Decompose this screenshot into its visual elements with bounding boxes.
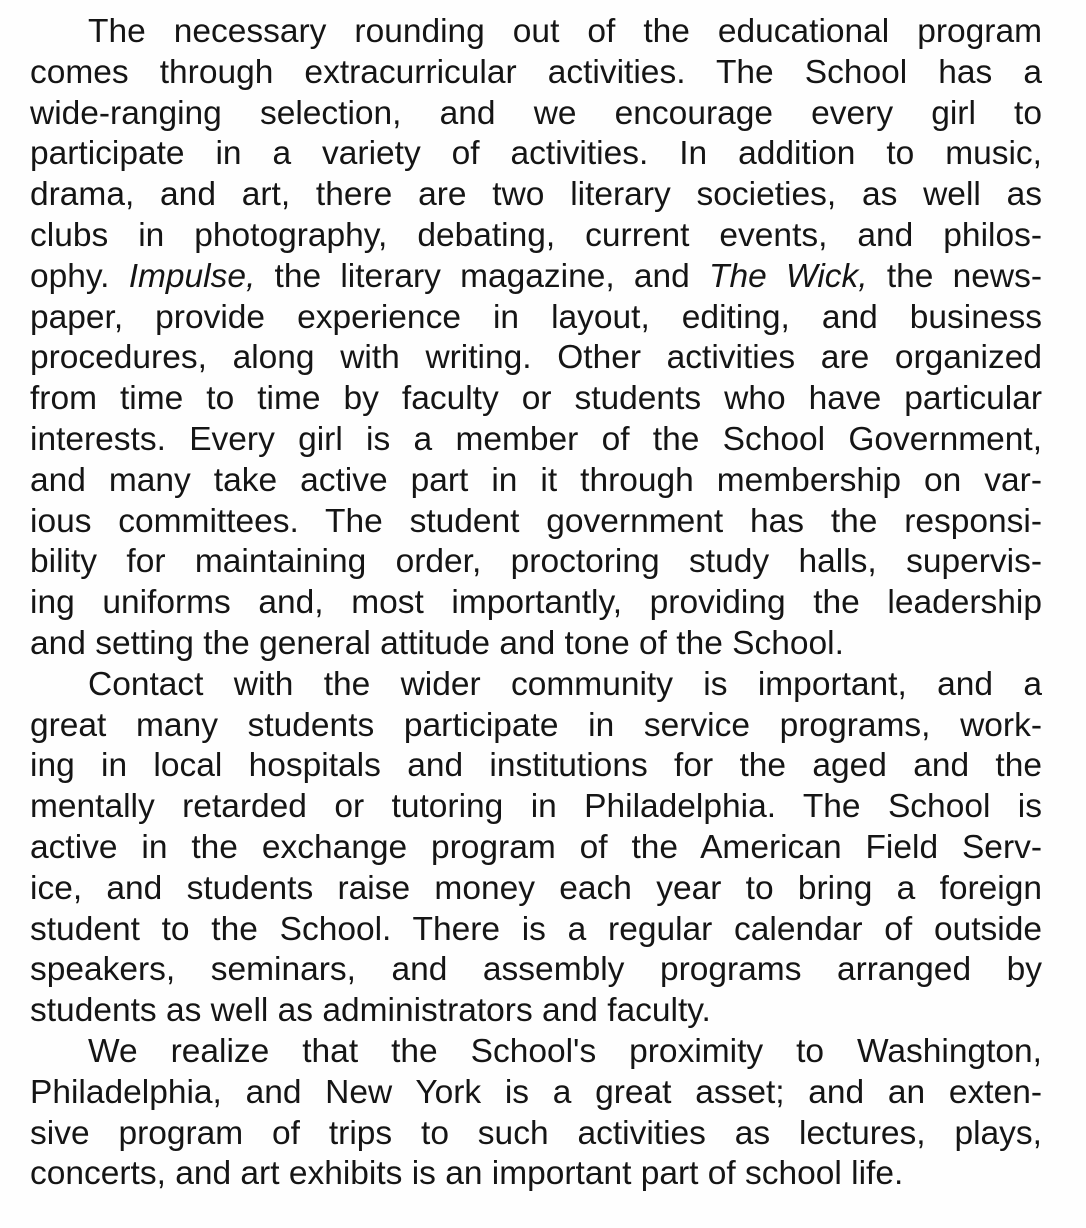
text-line: drama, and art, there are two literary societies, as well as [30, 176, 1042, 214]
text-segment: the literary magazine, and [255, 257, 710, 295]
text-line: concerts, and art exhibits is an important part of school life. [30, 1155, 904, 1193]
text-segment: the news- [867, 257, 1042, 295]
text-line: interests. Every girl is a member of the School Government, [30, 420, 1042, 458]
text-line: and setting the general attitude and tone of the School. [30, 624, 844, 662]
text-line: comes through extracurricular activities. The School has a [30, 53, 1042, 91]
text-line: great many students participate in service programs, work- [30, 706, 1042, 744]
text-line: ious committees. The student government has the responsi- [30, 502, 1042, 540]
newspaper-title: The Wick, [709, 257, 868, 295]
paragraph-extracurricular [30, 12, 1042, 665]
text-line: Contact with the wider community is important, and a [88, 665, 1042, 703]
text-line: ice, and students raise money each year to bring a foreign [30, 869, 1042, 907]
text-segment: ophy. [30, 257, 129, 295]
text-line: clubs in photography, debating, current events, and philos- [30, 216, 1042, 254]
text-line: student to the School. There is a regular calendar of outside [30, 910, 1042, 948]
text-line: ing uniforms and, most importantly, providing the leadership [30, 584, 1042, 622]
text-line: active in the exchange program of the American Field Serv- [30, 828, 1042, 866]
paragraph-community [30, 665, 1042, 1032]
text-line: procedures, along with writing. Other activities are organized [30, 339, 1042, 377]
text-line: Philadelphia, and New York is a great asset; and an exten- [30, 1073, 1042, 1111]
text-line: students as well as administrators and faculty. [30, 992, 711, 1030]
text-line: speakers, seminars, and assembly programs arranged by [30, 951, 1042, 989]
text-line [30, 257, 1042, 298]
text-line: from time to time by faculty or students who have particular [30, 380, 1042, 418]
text-line: wide-ranging selection, and we encourage every girl to [30, 94, 1042, 132]
paragraph-trips [30, 1032, 1042, 1195]
magazine-title: Impulse, [128, 257, 256, 295]
text-line: bility for maintaining order, proctoring study halls, supervis- [30, 543, 1042, 581]
text-line: sive program of trips to such activities as lectures, plays, [30, 1114, 1042, 1152]
text-line: We realize that the School's proximity to Washington, [88, 1032, 1042, 1070]
text-line: paper, provide experience in layout, editing, and business [30, 298, 1042, 336]
text-line: ing in local hospitals and institutions for the aged and the [30, 747, 1042, 785]
text-line: The necessary rounding out of the educational program [88, 13, 1042, 50]
text-line: participate in a variety of activities. In addition to music, [30, 135, 1042, 173]
text-line: and many take active part in it through membership on var- [30, 461, 1042, 499]
text-line: mentally retarded or tutoring in Philadelphia. The School is [30, 788, 1042, 826]
